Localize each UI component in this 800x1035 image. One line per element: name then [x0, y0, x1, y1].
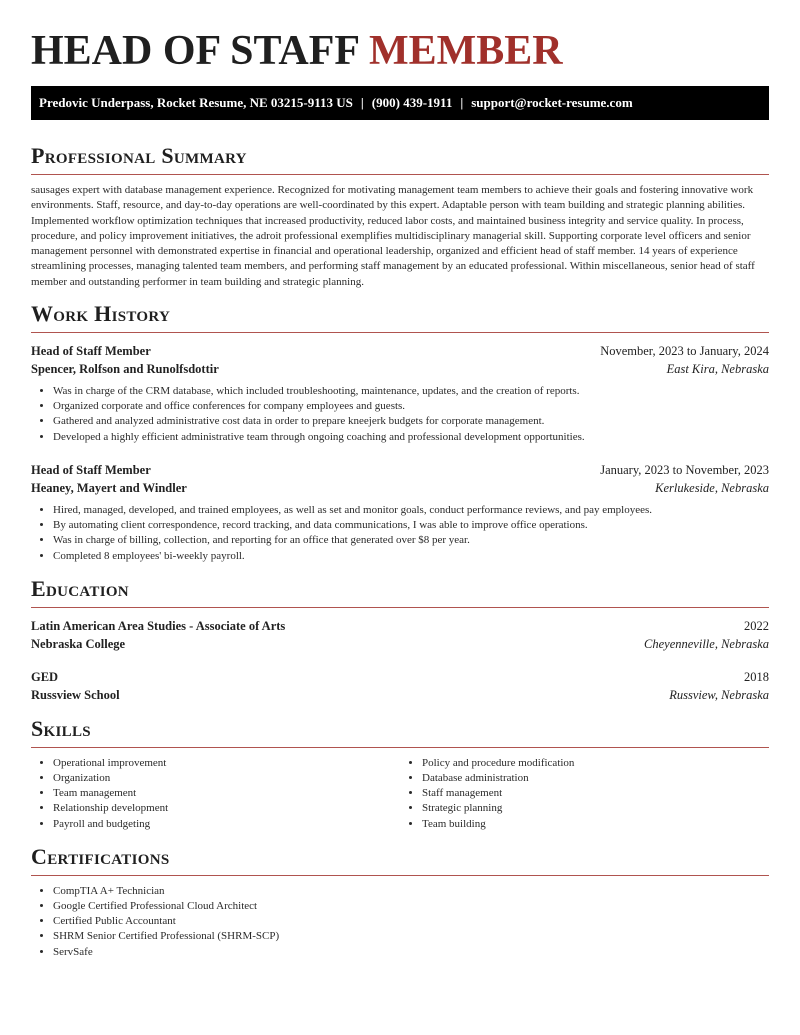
summary-heading: Professional Summary — [31, 143, 247, 168]
job-header-row — [31, 461, 769, 479]
list-item: • Organization — [53, 771, 400, 786]
education-school: Nebraska College — [31, 636, 126, 651]
list-item: • Developed a highly efficient administrative team through ongoing coaching and professional development opportunities. — [53, 430, 769, 445]
job-location: East Kira, Nebraska — [666, 362, 769, 377]
resume-page — [31, 0, 769, 960]
list-item: • Completed 8 employees' bi-weekly payroll. — [53, 549, 769, 564]
education-header-row — [31, 617, 769, 635]
summary-section — [31, 144, 769, 290]
job-company-row — [31, 479, 769, 497]
contact-phone: (900) 439-1911 — [371, 95, 453, 110]
list-item: • Certified Public Accountant — [53, 914, 769, 929]
education-heading: Education — [31, 575, 129, 601]
section-divider — [31, 174, 769, 175]
job-company: Spencer, Rolfson and Runolfsdottir — [31, 362, 219, 377]
list-item: • Was in charge of billing, collection, and reporting for an office that generated over $8 per year. — [53, 533, 769, 548]
job-bullets — [31, 503, 769, 564]
certifications-heading: Certifications — [31, 843, 170, 869]
skills-section — [31, 717, 769, 832]
list-item: • Google Certified Professional Cloud Architect — [53, 899, 769, 914]
list-item: • Policy and procedure modification — [422, 756, 769, 771]
education-degree: GED — [31, 669, 59, 684]
list-item: • Gathered and analyzed administrative cost data in order to prepare kneejerk budgets for corporate management. — [53, 414, 769, 429]
certifications-list — [31, 884, 769, 960]
skills-columns — [31, 756, 769, 832]
list-item: • Hired, managed, developed, and trained employees, as well as set and monitor goals, conduct performance reviews, and pay employees. — [53, 503, 769, 518]
list-item: • Organized corporate and office conferences for company employees and guests. — [53, 399, 769, 414]
list-item: • SHRM Senior Certified Professional (SHRM-SCP) — [53, 929, 769, 944]
list-item: • Operational improvement — [53, 756, 400, 771]
name-last: MEMBER — [368, 28, 563, 74]
education-degree: Latin American Area Studies - Associate of Arts — [31, 618, 286, 633]
job-entry — [31, 461, 769, 564]
name-first: HEAD OF STAFF — [31, 28, 359, 74]
job-location: Kerlukeside, Nebraska — [655, 480, 769, 495]
education-year: 2022 — [744, 618, 769, 633]
list-item: • Was in charge of the CRM database, which included troubleshooting, maintenance, updates, and the creation of reports. — [53, 384, 769, 399]
list-item: • ServSafe — [53, 945, 769, 960]
section-divider — [31, 747, 769, 748]
education-section — [31, 577, 769, 704]
summary-text: sausages expert with database management experience. Recognized for motivating management team members to achieve their goals and fostering innovative work environments. Staff, resource, and day-to-day operations are well-coordinated by this expert. Adaptable person with team building and strategic planning abilities. Implemented workflow optimization techniques that increased productivity, reduced labor costs, and maintained business integrity and service quality. In process, procedure, and policy improvement initiatives, the adroit professional exemplifies multidisciplinary managerial skill. Supporting corporate level officers and senior management personnel with demonstrated expertise in financial and operational leadership, organized and efficient head of staff member. 14 years of experience streamlining processes, managing talented team members, and performing staff management by an educated professional. Within miscellaneous, senior head of staff member and outstanding performer in team building and strategic planning. — [31, 184, 755, 288]
skills-heading: Skills — [31, 715, 91, 741]
job-entry — [31, 342, 769, 445]
education-location: Russview, Nebraska — [669, 687, 769, 702]
section-divider — [31, 607, 769, 608]
work-history-section — [31, 302, 769, 564]
education-school: Russview School — [31, 687, 120, 702]
list-item: • Staff management — [422, 786, 769, 801]
list-item: • By automating client correspondence, record tracking, and data communications, I was able to improve office operations. — [53, 518, 769, 533]
list-item: • Team building — [422, 817, 769, 832]
education-entry — [31, 668, 769, 704]
job-role: Head of Staff Member — [31, 344, 151, 359]
education-entry — [31, 617, 769, 653]
certifications-section — [31, 845, 769, 960]
education-school-row — [31, 635, 769, 653]
list-item: • Payroll and budgeting — [53, 817, 400, 832]
list-item: • Relationship development — [53, 801, 400, 816]
contact-address: Predovic Underpass, Rocket Resume, NE 03215-9113 US — [39, 95, 353, 110]
job-header-row — [31, 342, 769, 360]
contact-email: support@rocket-resume.com — [471, 95, 633, 110]
education-year: 2018 — [744, 669, 769, 684]
job-dates: November, 2023 to January, 2024 — [600, 344, 769, 359]
job-bullets — [31, 384, 769, 445]
list-item: • Strategic planning — [422, 801, 769, 816]
skills-list-right — [400, 756, 769, 832]
list-item: • Team management — [53, 786, 400, 801]
contact-separator: | — [460, 95, 464, 110]
list-item: • Database administration — [422, 771, 769, 786]
job-role: Head of Staff Member — [31, 462, 151, 477]
education-header-row — [31, 668, 769, 686]
job-company-row — [31, 360, 769, 378]
work-history-heading: Work History — [31, 301, 171, 327]
section-divider — [31, 875, 769, 876]
skills-list-left — [31, 756, 400, 832]
candidate-name — [31, 27, 769, 75]
education-location: Cheyenneville, Nebraska — [644, 636, 769, 651]
job-dates: January, 2023 to November, 2023 — [600, 462, 769, 477]
contact-separator: | — [360, 95, 364, 110]
job-company: Heaney, Mayert and Windler — [31, 480, 187, 495]
education-school-row — [31, 686, 769, 704]
list-item: • CompTIA A+ Technician — [53, 884, 769, 899]
section-divider — [31, 332, 769, 333]
contact-bar — [31, 86, 769, 120]
